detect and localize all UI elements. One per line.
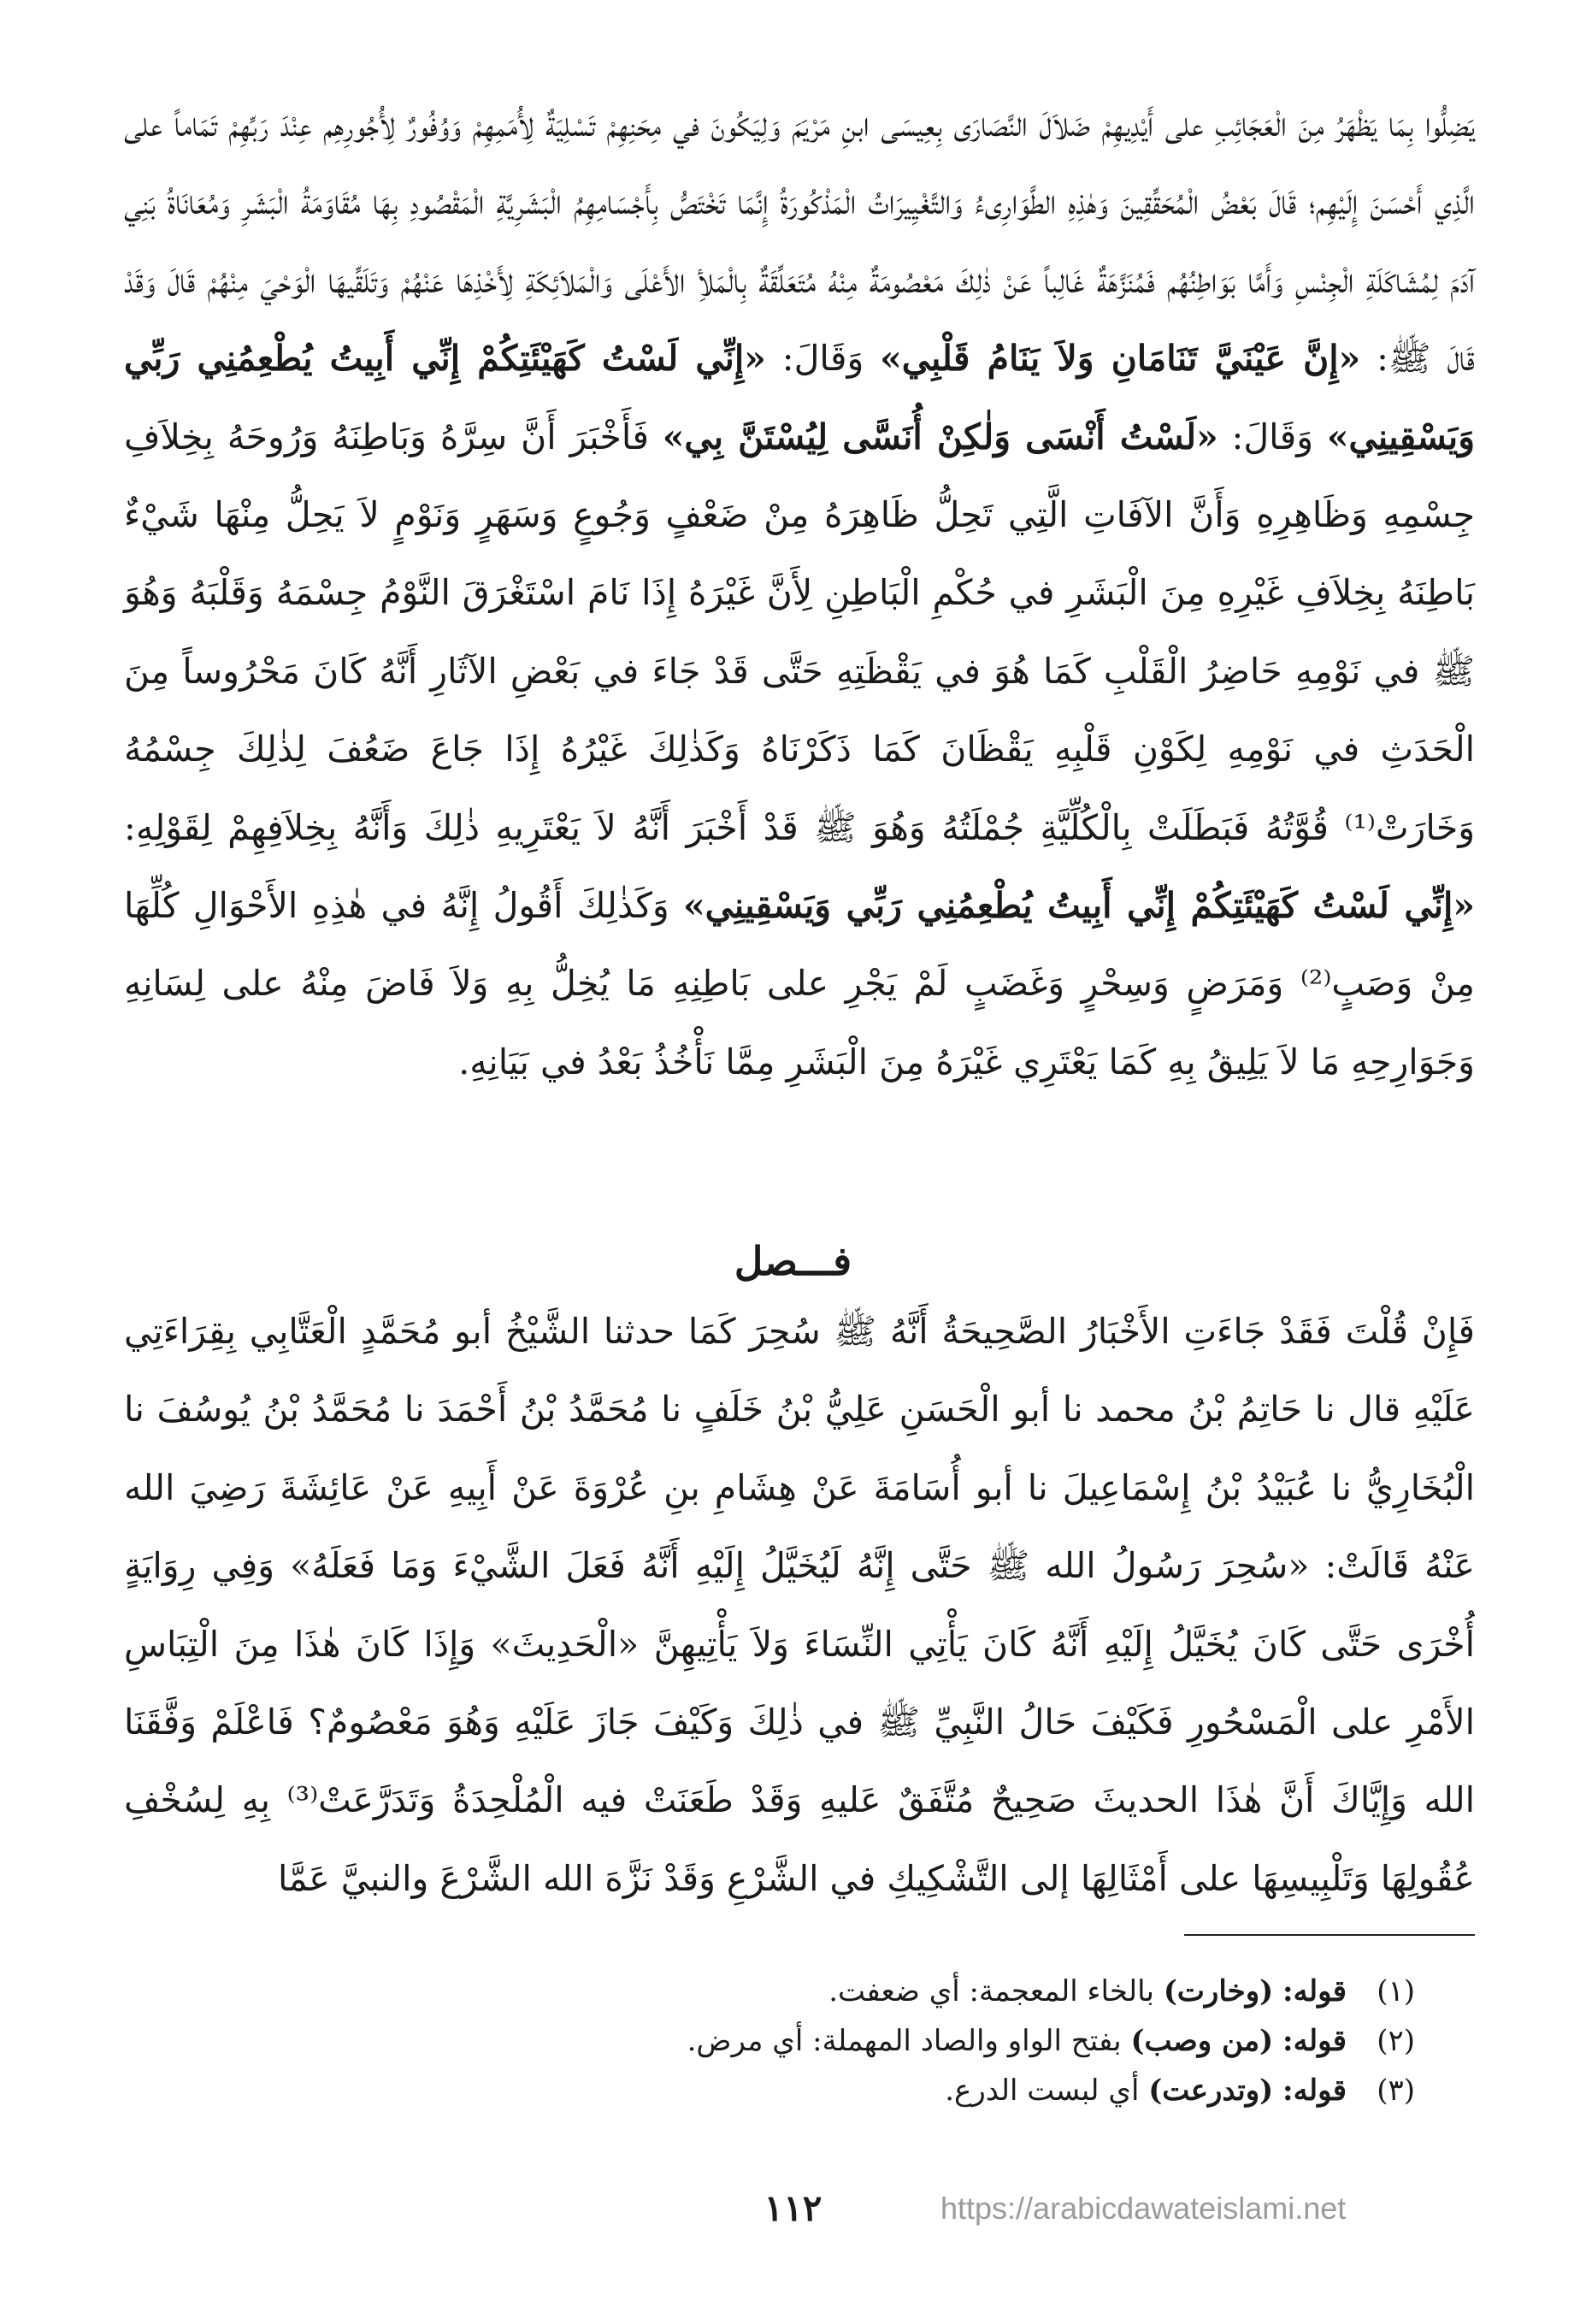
footnote-label: قوله: bbox=[1282, 2073, 1347, 2108]
hadith-quote: «إِنِّي لَسْتُ كَهَيْئَتِكُمْ إِنِّي أَبِيتُ يُطْعِمُنِي رَبِّي وَيَسْقِينِي» bbox=[124, 338, 1475, 457]
text-run: فَأَخْبَرَ أَنَّ سِرَّهُ وَبَاطِنَهُ وَرُوحَهُ بِخِلاَفِ جِسْمِهِ وَظَاهِرِهِ وَأَنَّ الآفَاتِ الَّتِي تَحِلُّ ظَاهِرَهُ مِنْ ضَعْفٍ وَجُوعٍ وَسَهَرٍ وَنَوْمٍ لاَ يَحِلُّ مِنْهَا شَيْءٌ بَاطِنَهُ بِخِلاَفِ غَيْرِهِ مِنَ الْبَشَرِ في حُكْمِ الْبَاطِنِ لِأَنَّ غَيْرَهُ إِذَا نَامَ اسْتَغْرَقَ النَّوْمُ جِسْمَهُ وَقَلْبَهُ وَهُوَ ﷺ في نَوْمِهِ حَاضِرُ الْقَلْبِ كَمَا هُوَ في يَقْظَتِهِ حَتَّى قَدْ جَاءَ في بَعْضِ الآثَارِ أَنَّهُ كَانَ مَحْرُوساً مِنَ الْحَدَثِ في نَوْمِهِ لِكَوْنِ قَلْبِهِ يَقْظَانَ كَمَا ذَكَرْنَاهُ وَكَذٰلِكَ غَيْرُهُ إِذَا جَاعَ ضَعُفَ لِذٰلِكَ جِسْمُهُ وَخَارَتْ⁽¹⁾ قُوَّتُهُ فَبَطَلَتْ بِالْكُلِّيَّةِ جُمْلَتُهُ وَهُوَ ﷺ قَدْ أَخْبَرَ أَنَّهُ لاَ يَعْتَرِيهِ ذٰلِكَ وَأَنَّهُ بِخِلاَفِهِمْ لِقَوْلِهِ: bbox=[124, 416, 1475, 848]
footnote-text: أي لبست الدرع. bbox=[945, 2073, 1149, 2108]
footnote-text: بالخاء المعجمة: أي ضعفت. bbox=[828, 1974, 1164, 2008]
footnotes bbox=[124, 1967, 1415, 2115]
hadith-quote: «إِنِّي لَسْتُ كَهَيْئَتِكُمْ إِنِّي أَبِيتُ يُطْعِمُنِي رَبِّي وَيَسْقِينِي» bbox=[682, 885, 1475, 927]
footnote-label: قوله: bbox=[1282, 1974, 1347, 2008]
footnote-number: (١) bbox=[1377, 1974, 1415, 2008]
text-run: فَإِنْ قُلْتَ فَقَدْ جَاءَتِ الأَخْبَارُ الصَّحِيحَةُ أَنَّهُ ﷺ سُحِرَ كَمَا حدثنا الشَّيْخُ أبو مُحَمَّدٍ الْعَتَّابِي بِقِرَاءَتِي عَلَيْهِ قال نا حَاتِمُ بْنُ محمد نا أبو الْحَسَنِ عَلِيُّ بْنُ خَلَفٍ نا مُحَمَّدُ بْنُ أَحْمَدَ نا مُحَمَّدُ بْنُ يُوسُفَ نا الْبُخَارِيُّ نا عُبَيْدُ بْنُ إِسْمَاعِيلَ نا أبو أُسَامَةَ عَنْ هِشَامِ بنِ عُرْوَةَ عَنْ أَبِيهِ عَنْ عَائِشَةَ رَضِيَ الله عَنْهُ قَالَتْ: «سُحِرَ رَسُولُ الله ﷺ حَتَّى إِنَّهُ لَيُخَيَّلُ إِلَيْهِ أَنَّهُ فَعَلَ الشَّيْءَ وَمَا فَعَلَهُ» وَفِي رِوَايَةٍ أُخْرَى حَتَّى كَانَ يُخَيَّلُ إِلَيْهِ أَنَّهُ كَانَ يَأْتِي النِّسَاءَ وَلاَ يَأْتِيهِنَّ «الْحَدِيثَ» وَإِذَا كَانَ هٰذَا مِنَ الْتِبَاسِ الأَمْرِ على الْمَسْحُورِ فَكَيْفَ حَالُ النَّبِيِّ ﷺ في ذٰلِكَ وَكَيْفَ جَازَ عَلَيْهِ وَهُوَ مَعْصُومٌ؟ فَاعْلَمْ وَفَّقَنَا الله وَإِيَّاكَ أَنَّ هٰذَا الحديثَ صَحِيحٌ مُتَّفَقٌ عَليهِ وَقَدْ طَعَنَتْ فيه الْمُلْحِدَةُ وَتَدَرَّعَتْ⁽³⁾ بِهِ لِسُخْفِ عُقُولِهَا وَتَلْبِيسِهَا على أَمْثَالِهَا إلى التَّشْكِيكِ في الشَّرْعِ وَقَدْ نَزَّهَ الله الشَّرْعَ والنبيَّ عَمَّا bbox=[124, 1311, 1475, 1899]
text-run: وَقَالَ: bbox=[1218, 416, 1327, 457]
hadith-quote: «لَسْتُ أَنْسَى وَلٰكِنْ أُنَسَّى لِيُسْتَنَّ بِي» bbox=[662, 416, 1218, 457]
main-paragraph bbox=[124, 86, 1475, 1101]
footnote-term: (وتدرعت) bbox=[1148, 2073, 1274, 2108]
page-number: ١١٢ bbox=[764, 2187, 822, 2229]
footnote-text: بفتح الواو والصاد المهملة: أي مرض. bbox=[687, 2024, 1131, 2058]
paragraph-text bbox=[124, 1293, 1475, 1918]
text-run: يَضِلُّوا بِمَا يَظْهَرُ مِنَ الْعَجَائِبِ على أَيْدِيهِمْ ضَلاَلَ النَّصَارَى بِعِيسَى ابنِ مَرْيَمَ وَلِيَكُونَ في مِحَنِهِمْ تَسْلِيَةٌ لِأُمَمِهِمْ وَوُفُورٌ لِأُجُورِهِم عِنْدَ رَبِّهِمْ تَمَاماً على الَّذِي أَحْسَنَ إِلَيْهِم؛ قَالَ بَعْضُ الْمُحَقِّقِينَ وَهٰذِهِ الطَّوَارِىءُ وَالتَّغْيِيرَاتُ الْمَذْكُورَةُ إِنَّمَا تَخْتَصُّ بِأَجْسَامِهِمُ الْبَشَرِيَّةِ الْمَقْصُودِ بِهَا مُقَاوَمَةُ الْبَشَرِ وَمُعَانَاةُ بَنِي آدَمَ لِمُشَاكَلَةِ الْجِنْسِ وَأَمَّا بَوَاطِنُهُم فَمُنَزَّهَةٌ غَالِباً عَنْ ذٰلِكَ مَعْصُومَةٌ مِنْهُ مُتَعَلِّقَةٌ بِالْمَلأِ الأَعْلَى وَالْمَلاَئِكَةِ لِأَخْذِهَا عَنْهُمْ وَتَلَقِّيهَا الْوَحْيَ مِنْهُمْ قَالَ وَقَدْ قَالَ ﷺ: bbox=[124, 103, 1475, 380]
footnote-item bbox=[124, 1967, 1415, 2016]
footnote-number: (٢) bbox=[1377, 2024, 1415, 2058]
paragraph-text bbox=[124, 86, 1475, 1101]
footnote-divider bbox=[1184, 1934, 1475, 1936]
hadith-quote: «إِنَّ عَيْنَيَّ تَنَامَانِ وَلاَ يَنَامُ قَلْبِي» bbox=[880, 338, 1361, 380]
text-run: وَقَالَ: bbox=[765, 338, 881, 380]
section-paragraph bbox=[124, 1293, 1475, 1918]
section-heading: فـــصل bbox=[734, 1238, 852, 1284]
text-run: وَكَذٰلِكَ أَقُولُ إِنَّهُ في هٰذِهِ الأَحْوَالِ كُلِّهَا مِنْ وَصَبٍ⁽²⁾ وَمَرَضٍ وَسِحْرٍ وَغَضَبٍ لَمْ يَجْرِ على بَاطِنِهِ مَا يُخِلُّ بِهِ وَلاَ فَاضَ مِنْهُ على لِسَانِهِ وَجَوَارِحِهِ مَا لاَ يَلِيقُ بِهِ كَمَا يَعْتَرِي غَيْرَهُ مِنَ الْبَشَرِ مِمَّا نَأْخُذُ بَعْدُ في بَيَانِهِ. bbox=[124, 885, 1475, 1082]
footnote-item bbox=[124, 2016, 1415, 2066]
footnote-term: (من وصب) bbox=[1130, 2024, 1274, 2058]
footnote-label: قوله: bbox=[1282, 2024, 1347, 2058]
watermark-url: https://arabicdawateislami.net bbox=[940, 2191, 1347, 2226]
footnote-term: (وخارت) bbox=[1163, 1974, 1274, 2008]
footnote-item bbox=[124, 2066, 1415, 2115]
footnote-number: (٣) bbox=[1377, 2073, 1415, 2108]
